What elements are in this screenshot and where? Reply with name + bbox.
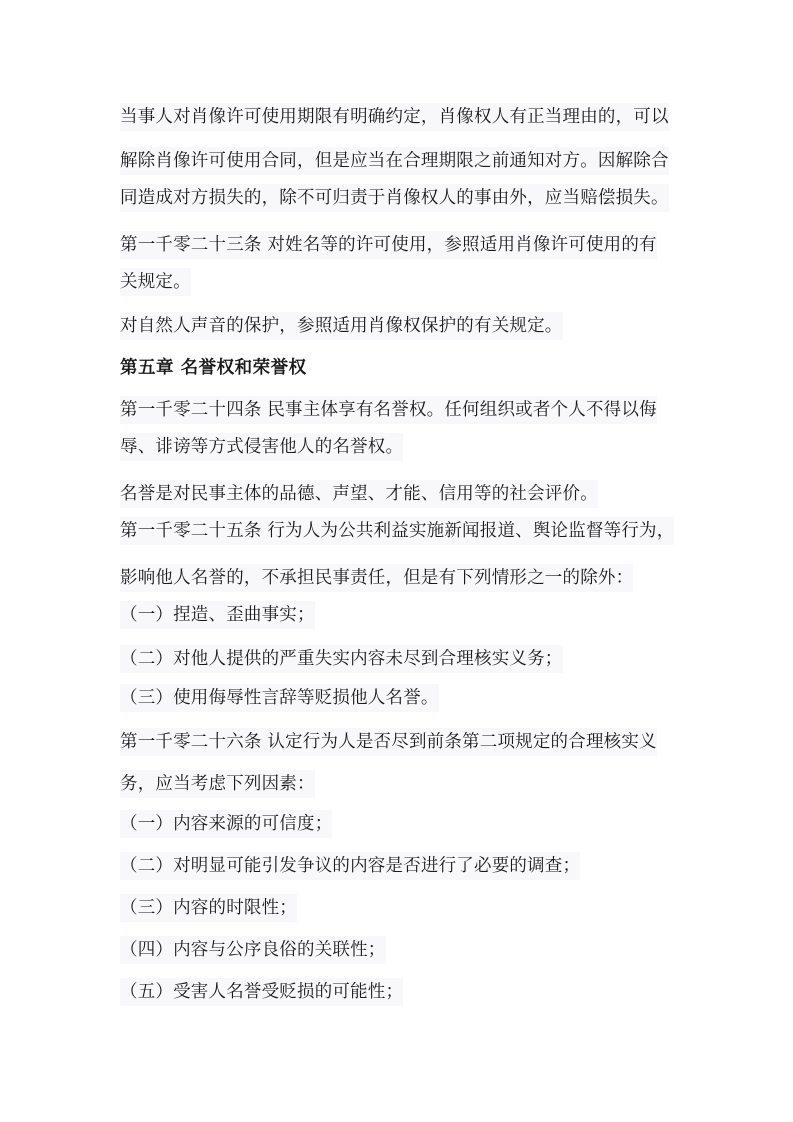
text-line: 辱、诽谤等方式侵害他人的名誉权。 (120, 433, 403, 461)
article-1025-line: 第一千零二十五条 行为人为公共利益实施新闻报道、舆论监督等行为， (120, 517, 674, 545)
list-item: （二）对他人提供的严重失实内容未尽到合理核实义务； (120, 645, 563, 673)
text-line: 关规定。 (120, 268, 191, 296)
text-line: 名誉是对民事主体的品德、声望、才能、信用等的社会评价。 (120, 480, 598, 508)
chapter-heading: 第五章 名誉权和荣誉权 (120, 354, 307, 382)
text-line: 务，应当考虑下列因素： (120, 770, 315, 798)
list-item: （四）内容与公序良俗的关联性； (120, 936, 386, 964)
text-line: 解除肖像许可使用合同，但是应当在合理期限之前通知对方。因解除合 (120, 147, 669, 175)
list-item: （一）内容来源的可信度； (120, 810, 332, 838)
article-1024-line: 第一千零二十四条 民事主体享有名誉权。任何组织或者个人不得以侮 (120, 396, 657, 424)
text-line: 影响他人名誉的，不承担民事责任，但是有下列情形之一的除外： (120, 564, 633, 592)
article-1026-line: 第一千零二十六条 认定行为人是否尽到前条第二项规定的合理核实义 (120, 728, 657, 756)
list-item: （三）内容的时限性； (120, 894, 297, 922)
text-line: 对自然人声音的保护，参照适用肖像权保护的有关规定。 (120, 312, 563, 340)
text-line: 同造成对方损失的，除不可归责于肖像权人的事由外，应当赔偿损失。 (120, 184, 669, 212)
list-item: （二）对明显可能引发争议的内容是否进行了必要的调查； (120, 852, 580, 880)
article-1023-line: 第一千零二十三条 对姓名等的许可使用，参照适用肖像许可使用的有 (120, 231, 657, 259)
list-item: （三）使用侮辱性言辞等贬损他人名誉。 (120, 684, 439, 712)
text-line: 当事人对肖像许可使用期限有明确约定，肖像权人有正当理由的，可以 (120, 103, 669, 131)
list-item: （一）捏造、歪曲事实； (120, 601, 315, 629)
list-item: （五）受害人名誉受贬损的可能性； (120, 978, 403, 1006)
